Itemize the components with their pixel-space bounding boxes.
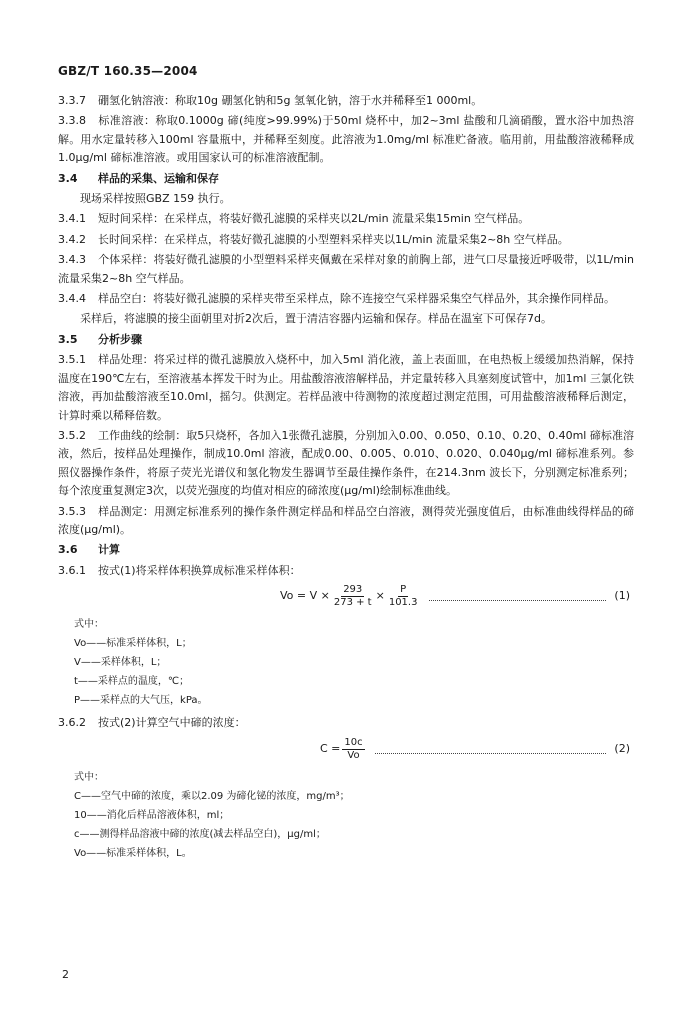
fraction-numerator: 10c [344,736,363,748]
clause-number: 3.5.1 [58,353,86,367]
clause-3-5-2 [58,427,634,501]
formula-2-lhs: C = [320,741,341,755]
section-title: 计算 [98,543,120,557]
standard-header: GBZ/T 160.35—2004 [58,64,198,78]
formula-2-definitions [74,768,634,863]
clause-number: 3.3.7 [58,94,86,107]
formula-1-expression [280,584,421,609]
clause-text: 样品空白：将装好微孔滤膜的采样夹带至采样点，除不连接空气采样器采集空气样品外，其余操作同样品。 [98,292,615,306]
clause-3-6-1 [58,562,634,580]
fraction-denominator: 273 + t [333,597,372,609]
definition-item: t——采样点的温度，℃； [74,676,190,688]
equation-number: (1) [614,589,630,603]
clause-3-4-4 [58,290,634,308]
definition-item: C——空气中碲的浓度，乘以2.09 为碲化铋的浓度，mg/m³； [74,790,350,802]
formula-1 [58,584,634,609]
fraction-denominator: Vo [347,749,360,761]
section-heading-3-4 [58,170,634,188]
fraction-denominator: 101.3 [388,597,418,609]
section-intro: 现场采样按照GBZ 159 执行。 [80,192,231,206]
clause-3-6-2 [58,714,634,732]
section-heading-3-6 [58,541,634,559]
fraction-pressure [387,584,420,609]
clause-text: 按式(2)计算空气中碲的浓度： [98,716,246,730]
definition-item: Vo——标准采样体积，L； [74,638,192,650]
clause-text: 样品测定：用测定标准系列的操作条件测定样品和样品空白溶液，测得荧光强度值后，由标准曲线得样品的碲浓度(μg/ml)。 [58,504,634,536]
fraction-temperature [332,584,374,609]
clause-number: 3.3.8 [58,114,86,128]
clause-3-4-2 [58,231,634,249]
formula-2-expression [320,737,367,762]
definition-item: V——采样体积，L； [74,657,167,669]
page-number: 2 [62,968,69,981]
clause-text: 工作曲线的绘制：取5只烧杯，各加入1张微孔滤膜，分别加入0.00、0.050、0.10、0.20、0.40ml 碲标准溶液，然后，按样品处理操作，制成10.0ml 溶液，配成0.00、0.005、0.010、0.020、0.040μg/ml 碲标准系列。参照仪器操作条件，将原子荧光光谱仪和氢化物发生器调节至最佳操作条件，在214.3nm 波长下，分别测定标准系列；每个浓度重复测定3次，以荧光强度的均值对相应的碲浓度(μg/ml)绘制标准曲线。 [58,428,634,498]
definitions-label: 式中： [74,771,104,783]
formula-1-lhs: Vo = V × [280,589,330,603]
multiply-sign: × [375,589,385,603]
clause-number: 3.6.2 [58,716,86,730]
document-body [58,92,634,867]
fraction-concentration [342,737,364,762]
clause-3-5-1 [58,351,634,425]
clause-number: 3.5.3 [58,504,86,518]
fraction-numerator: P [400,584,407,596]
section-number: 3.4 [58,171,78,185]
clause-text: 短时间采样：在采样点，将装好微孔滤膜的采样夹以2L/min 流量采集15min 空气样品。 [98,212,530,226]
definitions-label: 式中： [74,619,104,631]
leader-dots [375,745,607,754]
section-heading-3-5 [58,331,634,349]
clause-text: 长时间采样：在采样点，将装好微孔滤膜的小型塑料采样夹以1L/min 流量采集2~8h 空气样品。 [98,232,569,246]
clause-text: 标准溶液：称取0.1000g 碲(纯度>99.99%)于50ml 烧杯中，加2~3ml 盐酸和几滴硝酸，置水浴中加热溶解。用水定量转移入100ml 容量瓶中，并稀释至刻度。此溶液为1.0mg/ml 标准贮备液。临用前，用盐酸溶液稀释成1.0μg/ml 碲标准溶液。或用国家认可的标准溶液配制。 [58,114,634,165]
section-number: 3.6 [58,543,78,557]
definition-item: Vo——标准采样体积，L。 [74,847,192,859]
clause-number: 3.6.1 [58,563,86,577]
clause-number: 3.4.3 [58,253,86,267]
equation-number: (2) [614,741,630,755]
clause-3-4-3 [58,251,634,288]
definition-item: c——测得样品溶液中碲的浓度(减去样品空白)，μg/ml； [74,828,326,840]
formula-2 [58,737,634,762]
clause-3-3-7 [58,92,634,110]
clause-3-5-3 [58,503,634,540]
clause-number: 3.4.2 [58,232,86,246]
clause-3-4-1 [58,210,634,228]
clause-text: 按式(1)将采样体积换算成标准采样体积： [98,563,301,577]
definition-item: P——采样点的大气压，kPa。 [74,695,208,707]
clause-text: 样品处理：将采过样的微孔滤膜放入烧杯中，加入5ml 消化液，盖上表面皿，在电热板上缓缓加热消解，保持温度在190℃左右，至溶液基本挥发干时为止。用盐酸溶液溶解样品，并定量转移入具塞刻度试管中，加1ml 三氯化铁溶液，再加盐酸溶液至10.0ml，摇匀。供测定。若样品液中待测物的浓度超过测定范围，可用盐酸溶液稀释后测定，计算时乘以稀释倍数。 [58,353,634,422]
fraction-numerator: 293 [343,584,363,596]
formula-1-definitions [74,615,634,710]
clause-3-3-8 [58,112,634,167]
leader-dots [429,592,606,601]
section-title: 分析步骤 [98,332,142,346]
section-number: 3.5 [58,332,78,346]
clause-number: 3.5.2 [58,428,86,442]
clause-text: 硼氢化钠溶液：称取10g 硼氢化钠和5g 氢氧化钠，溶于水并稀释至1 000ml。 [98,94,483,107]
clause-number: 3.4.1 [58,212,86,226]
definition-item: 10——消化后样品溶液体积，ml； [74,809,230,821]
storage-paragraph: 采样后，将滤膜的接尘面朝里对折2次后，置于清洁容器内运输和保存。样品在温室下可保存7d。 [80,312,552,326]
clause-number: 3.4.4 [58,292,86,306]
clause-text: 个体采样：将装好微孔滤膜的小型塑料采样夹佩戴在采样对象的前胸上部，进气口尽量接近呼吸带，以1L/min 流量采集2~8h 空气样品。 [58,253,634,285]
section-title: 样品的采集、运输和保存 [98,171,219,185]
